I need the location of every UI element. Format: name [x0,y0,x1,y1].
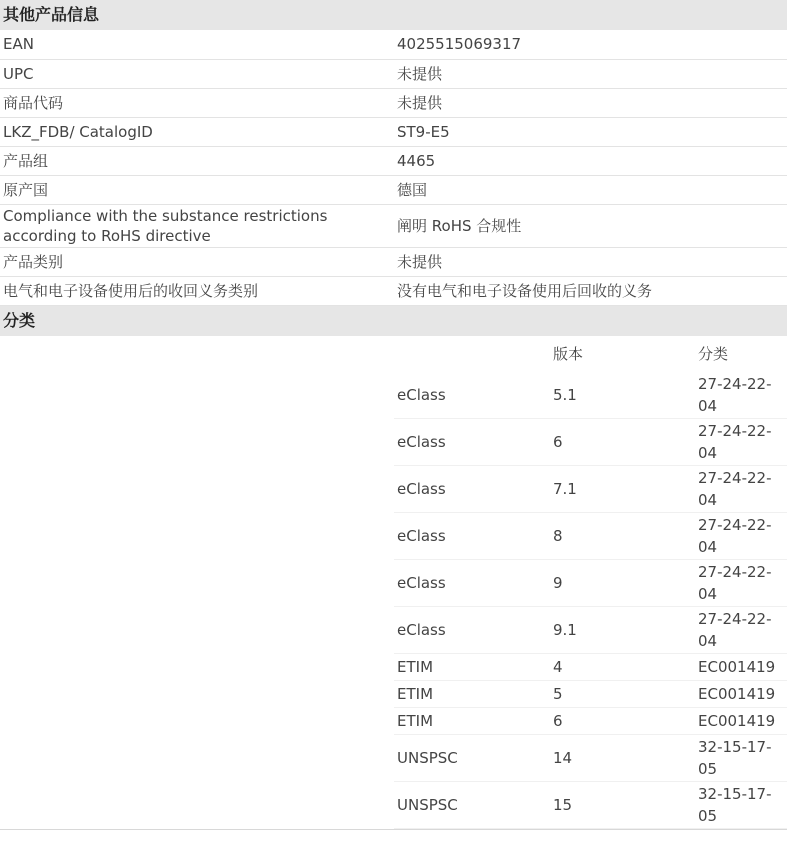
classification-value: 32-15-17-05 [695,735,787,782]
info-value: 德国 [394,175,787,204]
info-row-rohs [0,204,787,247]
classification-system: eClass [394,419,550,466]
info-row-ean [0,30,787,59]
info-label: 产品类别 [0,247,394,276]
classification-value: EC001419 [695,654,787,681]
bottom-divider [0,829,787,830]
version-column-header: 版本 [553,345,584,363]
classification-value: 27-24-22-04 [695,560,787,607]
info-value: ST9-E5 [394,117,787,146]
classification-row [0,419,787,466]
classification-row [0,513,787,560]
classification-version: 5.1 [550,372,695,419]
classification-value: 27-24-22-04 [695,607,787,654]
classification-version: 9 [550,560,695,607]
info-row-country-of-origin [0,175,787,204]
classification-value: EC001419 [695,681,787,708]
info-value: 4465 [394,146,787,175]
classification-version: 8 [550,513,695,560]
classification-row [0,607,787,654]
classification-value: 27-24-22-04 [695,513,787,560]
classification-row [0,654,787,681]
info-row-upc [0,59,787,88]
classification-system: eClass [394,607,550,654]
other-info-table [0,30,787,306]
info-label: EAN [0,30,394,59]
info-label: 商品代码 [0,88,394,117]
classification-row [0,466,787,513]
classification-system: ETIM [394,681,550,708]
classification-row [0,735,787,782]
class-column-header: 分类 [698,345,729,363]
info-value: 未提供 [394,88,787,117]
classification-version: 6 [550,708,695,735]
classification-system: ETIM [394,708,550,735]
info-value: 阐明 RoHS 合规性 [394,204,787,247]
other-info-header: 其他产品信息 [0,0,787,30]
info-row-product-category [0,247,787,276]
info-value: 未提供 [394,59,787,88]
info-row-weee-category [0,276,787,305]
classification-version: 14 [550,735,695,782]
info-value: 没有电气和电子设备使用后回收的义务 [394,276,787,305]
classification-system: UNSPSC [394,735,550,782]
classification-value: 27-24-22-04 [695,466,787,513]
classification-system: eClass [394,466,550,513]
classification-version: 9.1 [550,607,695,654]
classification-version: 7.1 [550,466,695,513]
classification-system: eClass [394,560,550,607]
classification-system: eClass [394,372,550,419]
info-label: Compliance with the substance restrictions according to RoHS directive [0,204,394,247]
classification-value: EC001419 [695,708,787,735]
classification-row [0,560,787,607]
info-row-product-code [0,88,787,117]
classification-header: 分类 [0,306,787,336]
info-row-product-group [0,146,787,175]
classification-row [0,372,787,419]
info-label: 原产国 [0,175,394,204]
info-label: 产品组 [0,146,394,175]
classification-row [0,708,787,735]
classification-version: 6 [550,419,695,466]
info-label: UPC [0,59,394,88]
classification-version: 15 [550,782,695,829]
classification-column-headers [0,336,787,372]
info-row-catalog-id [0,117,787,146]
classification-system: ETIM [394,654,550,681]
info-label: LKZ_FDB/ CatalogID [0,117,394,146]
classification-version: 5 [550,681,695,708]
classification-version: 4 [550,654,695,681]
info-value: 4025515069317 [394,30,787,59]
classification-value: 32-15-17-05 [695,782,787,829]
classification-row [0,782,787,829]
classification-table [0,336,787,830]
classification-system: UNSPSC [394,782,550,829]
classification-system: eClass [394,513,550,560]
info-value: 未提供 [394,247,787,276]
classification-value: 27-24-22-04 [695,419,787,466]
classification-row [0,681,787,708]
classification-value: 27-24-22-04 [695,372,787,419]
info-label: 电气和电子设备使用后的收回义务类别 [0,276,394,305]
